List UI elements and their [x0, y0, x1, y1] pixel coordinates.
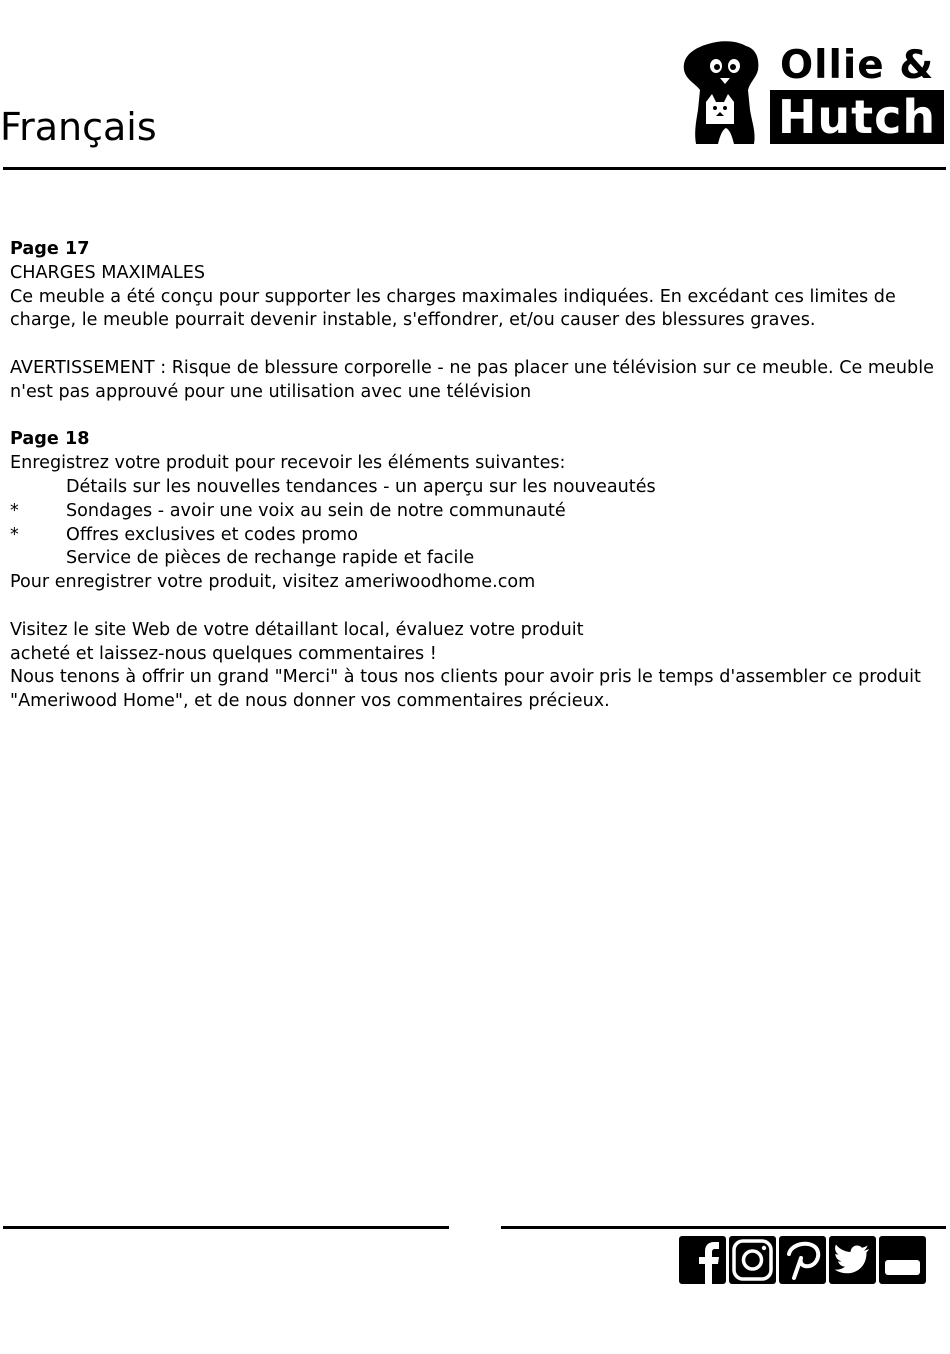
brand-logo: [680, 40, 946, 148]
page18-intro: Enregistrez votre produit pour recevoir les éléments suivantes:: [10, 453, 566, 474]
list-item: [10, 547, 946, 571]
youtube-icon[interactable]: [879, 1236, 926, 1284]
list-item-text: Offres exclusives et codes promo: [66, 524, 358, 545]
page18-thanks-line: Nous tenons à offrir un grand "Merci" à tous nos clients pour avoir pris le temps d'assembler ce produit: [10, 667, 921, 688]
list-item: [10, 524, 946, 548]
pinterest-icon[interactable]: [779, 1236, 826, 1284]
facebook-icon[interactable]: [679, 1236, 726, 1284]
list-item-text: Service de pièces de rechange rapide et facile: [66, 548, 475, 569]
document-body: [10, 238, 946, 714]
list-item-text: Sondages - avoir une voix au sein de notre communauté: [66, 500, 566, 521]
page17-subheading: CHARGES MAXIMALES: [10, 262, 206, 283]
page-title: Français: [0, 105, 157, 149]
page18-visit-line: Visitez le site Web de votre détaillant local, évaluez votre produit: [10, 619, 584, 640]
page17-text-line: Ce meuble a été conçu pour supporter les charges maximales indiquées. En excédant ces limites de: [10, 286, 896, 307]
page18-register-line: Pour enregistrer votre produit, visitez ameriwoodhome.com: [10, 572, 536, 593]
list-item: [10, 500, 946, 524]
list-bullet: *: [10, 524, 19, 545]
header-divider: [3, 167, 946, 170]
page17-warning-line: AVERTISSEMENT : Risque de blessure corporelle - ne pas placer une télévision sur ce meuble. Ce meuble: [10, 357, 934, 378]
social-links: [679, 1236, 926, 1284]
logo-text-bottom: Hutch: [770, 90, 944, 144]
list-item-text: Détails sur les nouvelles tendances - un aperçu sur les nouveautés: [66, 476, 656, 497]
page18-thanks-line: "Ameriwood Home", et de nous donner vos commentaires précieux.: [10, 691, 610, 712]
logo-text-top: Ollie &: [780, 43, 935, 88]
instagram-icon[interactable]: [729, 1236, 776, 1284]
dog-cat-logo-icon: [680, 40, 766, 146]
twitter-icon[interactable]: [829, 1236, 876, 1284]
page18-visit-line: acheté et laissez-nous quelques commentaires !: [10, 643, 437, 664]
page17-warning-line: n'est pas approuvé pour une utilisation avec une télévision: [10, 381, 532, 402]
page17-heading: Page 17: [10, 239, 90, 259]
footer-divider-right: [501, 1226, 946, 1229]
list-item: [10, 476, 946, 500]
page17-text-line: charge, le meuble pourrait devenir instable, s'effondrer, et/ou causer des blessures graves.: [10, 310, 816, 331]
page18-heading: Page 18: [10, 429, 90, 450]
list-bullet: *: [10, 500, 19, 521]
footer-divider-left: [3, 1226, 449, 1229]
